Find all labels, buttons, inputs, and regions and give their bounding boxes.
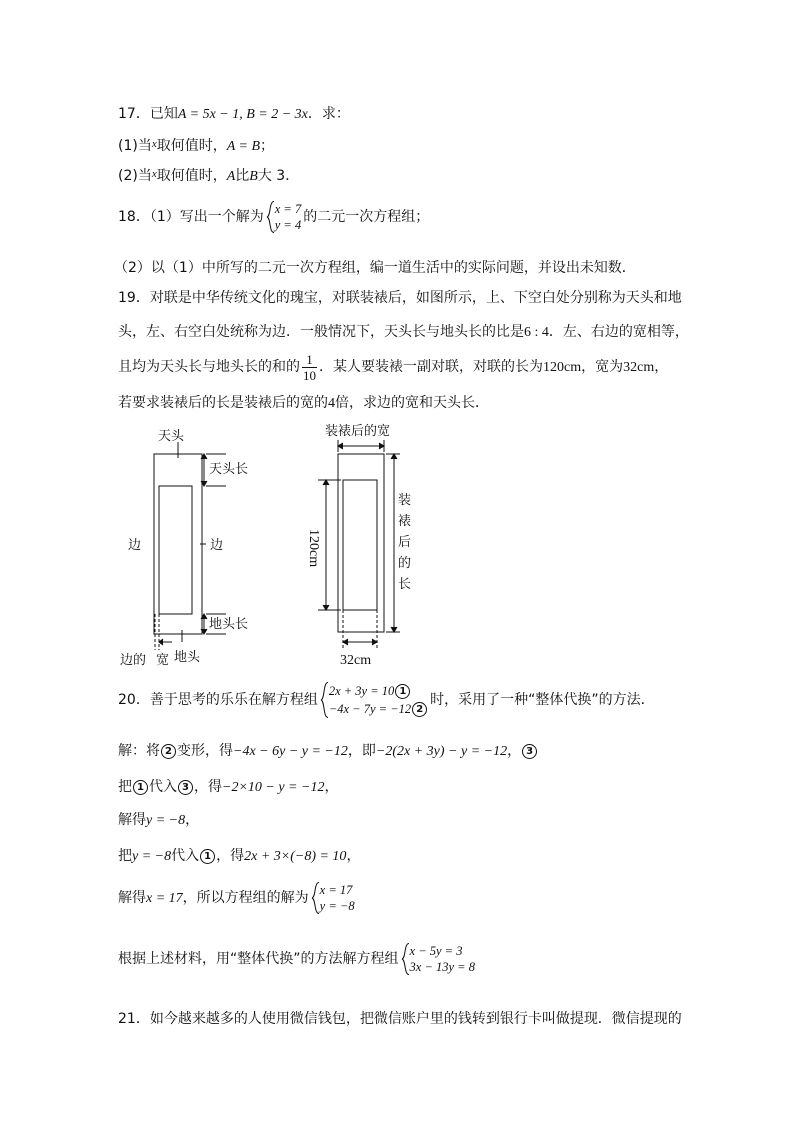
circled-1: 1 xyxy=(200,849,215,864)
brace-icon xyxy=(311,882,320,914)
q20-step-3: 解得y = −8， xyxy=(118,812,200,828)
circled-2: 2 xyxy=(161,744,176,759)
outer-len-char-5: 长 xyxy=(398,577,412,592)
q18-part2: （2）以（1）中所写的二元一次方程组，编一道生活中的实际问题，并设出未知数． xyxy=(114,260,636,276)
right-bian-label: 边 xyxy=(210,538,224,553)
outer-len-char-4: 的 xyxy=(398,556,412,571)
right-inner-frame xyxy=(343,480,377,610)
ditou-len-label: 地头长 xyxy=(209,617,249,632)
q20-solution-system: x = 17 y = −8 xyxy=(311,882,355,914)
q21-line-1: 21．如今越来越多的人使用微信钱包，把微信账户里的钱转到银行卡叫做提现．微信提现的 xyxy=(118,1011,682,1027)
bian-de-label: 边的 xyxy=(120,653,147,668)
q19-line-4: 若要求装裱后的长是装裱后的宽的4倍，求边的宽和天头长． xyxy=(118,395,489,411)
q20-step-2: 把 1 代入 3 ，得−2×10 − y = −12， xyxy=(118,779,339,795)
q20-system: 2x + 3y = 10 1 −4x − 7y = −12 2 xyxy=(320,682,428,718)
tiantou-len-label: 天头长 xyxy=(209,462,249,477)
left-outer-frame xyxy=(154,454,202,634)
tiantou-label: 天头 xyxy=(158,429,185,444)
right-diagram xyxy=(318,440,400,650)
q20-task: 根据上述材料，用“整体代换”的方法解方程组 x − 5y = 3 3x − 13y = 8 xyxy=(118,944,475,974)
outer-len-char-1: 装 xyxy=(398,493,412,508)
brace-icon xyxy=(320,682,329,718)
q17-line: 17．已知A = 5x − 1, B = 2 − 3x．求： xyxy=(118,106,350,122)
outer-len-char-3: 后 xyxy=(398,535,412,550)
q19-line-1: 19．对联是中华传统文化的瑰宝，对联装裱后，如图所示，上、下空白处分别称为天头和地 xyxy=(118,290,682,306)
ditou-label: 地头 xyxy=(174,650,201,665)
couplet-figure xyxy=(110,418,440,672)
q20-step-5: 解得x = 17，所以方程组的解为 x = 17 y = −8 xyxy=(118,883,355,913)
q19-line-2: 头，左、右空白处统称为边．一般情况下，天头长与地头长的比是6 : 4．左、右边的宽相等， xyxy=(118,324,689,340)
inner-length-label: 120cm xyxy=(306,529,321,568)
q17-part2: (2)当$^x$取何值时，A比B大 3． xyxy=(118,168,300,184)
brace-icon xyxy=(266,201,275,233)
q18-line: 18．（1）写出一个解为 x = 7 y = 4 的二元一次方程组； xyxy=(118,202,430,232)
circled-3: 3 xyxy=(522,744,537,759)
q19-line-3: 且均为天头长与地头长的和的 $\frac{1}{10}$ ．某人要装裱一副对联，对联的长为120cm，宽为32cm， xyxy=(118,351,669,383)
fraction: $\frac{1}{10}$ xyxy=(303,351,316,383)
q17-expr: A = 5x − 1, B = 2 − 3x xyxy=(177,107,308,122)
inner-width-label: 32cm xyxy=(340,653,372,668)
left-bian-label: 边 xyxy=(128,538,142,553)
left-inner-frame xyxy=(159,486,192,614)
circled-2: 2 xyxy=(412,702,427,717)
circled-1: 1 xyxy=(133,780,148,795)
circled-1: 1 xyxy=(395,684,410,699)
q20-step-4: 把y = −8代入 1 ，得2x + 3×(−8) = 10， xyxy=(118,848,361,864)
q20-step-1: 解：将 2 变形，得−4x − 6y − y = −12，即−2(2x + 3y) − y = −12， 3 xyxy=(118,741,538,762)
q18-system: x = 7 y = 4 xyxy=(266,201,301,233)
q17-part1: (1)当$^x$取何值时，A = B； xyxy=(118,138,275,154)
outer-len-char-2: 裱 xyxy=(398,514,412,529)
brace-icon xyxy=(401,943,410,975)
outer-width-label: 装裱后的宽 xyxy=(325,424,391,439)
q20-task-system: x − 5y = 3 3x − 13y = 8 xyxy=(401,943,475,975)
q20-line: 20．善于思考的乐乐在解方程组 2x + 3y = 10 1 −4x − 7y = −12 2 时，采用了一种“整体代换”的方法． xyxy=(118,684,655,716)
circled-3: 3 xyxy=(178,780,193,795)
kuan-label: 宽 xyxy=(156,653,170,668)
